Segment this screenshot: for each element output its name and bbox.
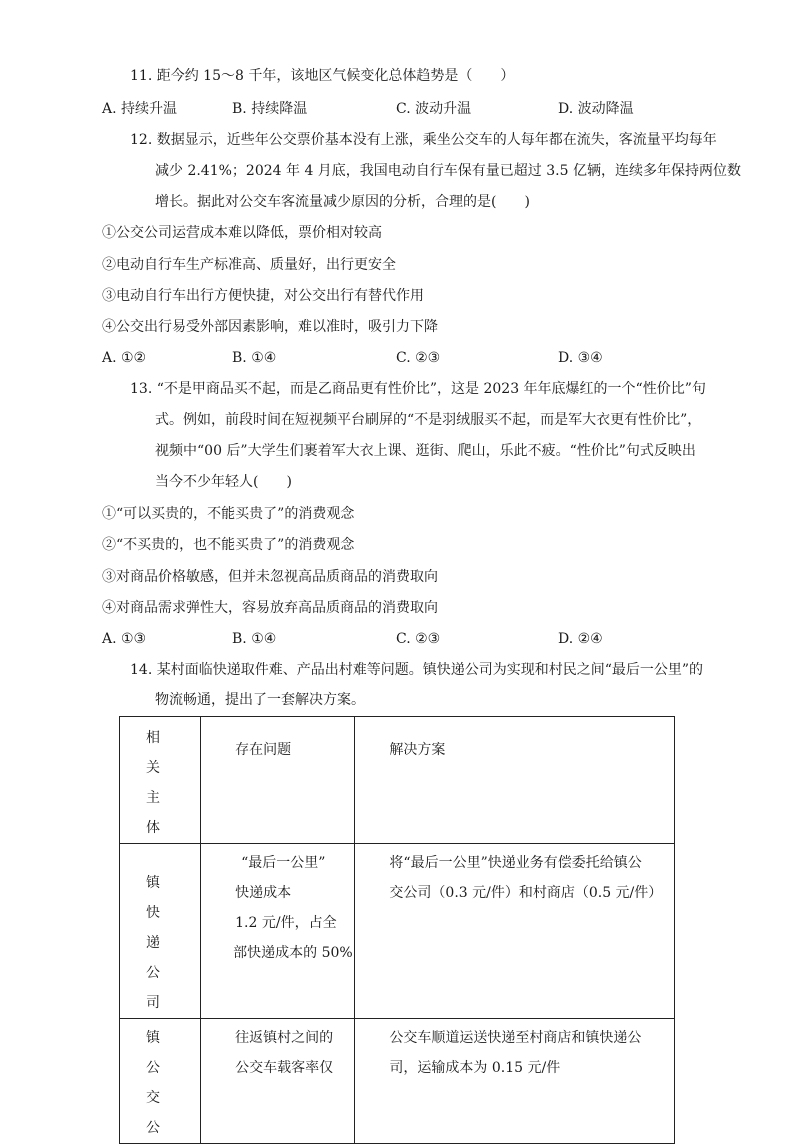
q14-stem-line-2: 物流畅通，提出了一套解决方案。 (155, 692, 365, 708)
q11-option-d: D. 波动降温 (558, 101, 634, 117)
q11-stem: 11. 距今约 15～8 千年，该地区气候变化总体趋势是（ ） (130, 68, 515, 84)
q13-stem-line-3: 视频中“00 后”大学生们裹着军大衣上课、逛街、爬山，乐此不疲。“性价比”句式反映出 (155, 443, 696, 459)
q14-stem-line-1: 14. 某村面临快递取件难、产品出村难等问题。镇快递公司为实现和村民之间“最后一公里”的 (130, 662, 704, 678)
row1-solution: 将“最后一公里”快递业务有偿委托给镇公 交公司（0.3 元/件）和村商店（0.5 元/件） (355, 844, 675, 1019)
row1-problem: “最后一公里” 快递成本 1.2 元/件，占全 部快递成本的 50% (201, 844, 355, 1019)
row2-problem: 往返镇村之间的 公交车载客率仅 (201, 1019, 355, 1144)
q13-option-c: C. ②③ (396, 631, 441, 647)
q12-option-a: A. ①② (102, 350, 147, 366)
table-header-row (120, 717, 675, 844)
header-problem: 存在问题 (201, 717, 355, 844)
q14-table (119, 716, 675, 1144)
header-subject: 相关主体 (120, 717, 201, 844)
q13-statement-1: ①“可以买贵的，不能买贵了”的消费观念 (102, 506, 355, 522)
header-solution: 解决方案 (355, 717, 675, 844)
q11-option-b: B. 持续降温 (232, 101, 308, 117)
q11-option-c: C. 波动升温 (396, 101, 472, 117)
q12-option-b: B. ①④ (232, 350, 277, 366)
q12-statement-3: ③电动自行车出行方便快捷，对公交出行有替代作用 (102, 288, 424, 304)
q13-statement-2: ②“不买贵的，也不能买贵了”的消费观念 (102, 537, 355, 553)
row2-solution: 公交车顺道运送快递至村商店和镇快递公 司，运输成本为 0.15 元/件 (355, 1019, 675, 1144)
q12-option-c: C. ②③ (396, 350, 441, 366)
table-row (120, 844, 675, 1019)
q11-option-a: A. 持续升温 (102, 101, 178, 117)
q12-statement-2: ②电动自行车生产标准高、质量好，出行更安全 (102, 257, 396, 273)
q13-option-a: A. ①③ (102, 631, 147, 647)
q12-statement-1: ①公交公司运营成本难以降低，票价相对较高 (102, 225, 382, 241)
q12-stem-line-2: 减少 2.41%；2024 年 4 月底，我国电动自行车保有量已超过 3.5 亿辆，连续多年保持两位数 (155, 163, 741, 179)
q12-statement-4: ④公交出行易受外部因素影响，难以准时，吸引力下降 (102, 319, 438, 335)
q13-stem-line-2: 式。例如，前段时间在短视频平台刷屏的“不是羽绒服买不起，而是军大衣更有性价比”， (155, 412, 702, 428)
q13-option-d: D. ②④ (558, 631, 603, 647)
row2-subject: 镇公交公 (120, 1019, 201, 1144)
q12-stem-line-1: 12. 数据显示，近些年公交票价基本没有上涨，乘坐公交车的人每年都在流失，客流量平均每年 (130, 132, 717, 148)
q13-stem-line-1: 13. “不是甲商品买不起，而是乙商品更有性价比”，这是 2023 年年底爆红的一个“性价比”句 (130, 381, 706, 397)
table-row (120, 1019, 675, 1144)
q13-statement-3: ③对商品价格敏感，但并未忽视高品质商品的消费取向 (102, 569, 438, 585)
q12-stem-line-3: 增长。据此对公交车客流量减少原因的分析，合理的是( ) (155, 194, 530, 210)
q13-statement-4: ④对商品需求弹性大，容易放弃高品质商品的消费取向 (102, 600, 438, 616)
row1-subject: 镇快递公司 (120, 844, 201, 1019)
q12-option-d: D. ③④ (558, 350, 603, 366)
q13-stem-line-4: 当今不少年轻人( ) (155, 474, 292, 490)
q13-option-b: B. ①④ (232, 631, 277, 647)
